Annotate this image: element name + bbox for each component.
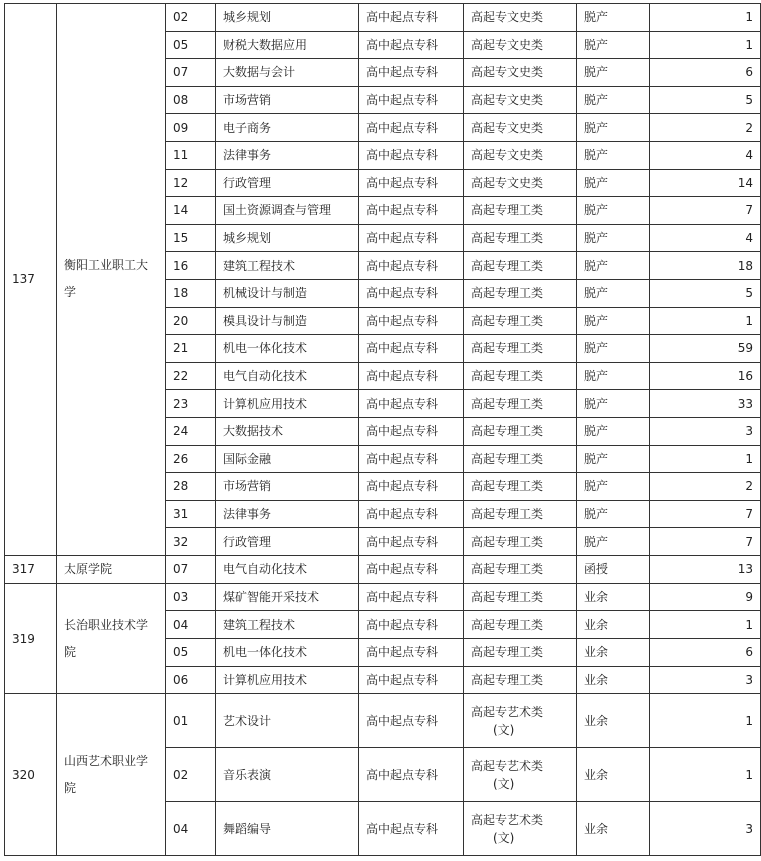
- exam-category-line1: 高起专艺术类: [471, 812, 544, 827]
- study-level: 高中起点专科: [359, 528, 464, 556]
- major-name: 城乡规划: [216, 224, 359, 252]
- plan-count: 1: [650, 307, 761, 335]
- major-name: 行政管理: [216, 528, 359, 556]
- exam-category: 高起专理工类: [464, 224, 577, 252]
- table-body: [5, 4, 761, 856]
- exam-category: 高起专理工类: [464, 279, 577, 307]
- study-mode: 业余: [577, 694, 650, 748]
- study-level: 高中起点专科: [359, 59, 464, 87]
- major-code: 04: [166, 611, 216, 639]
- study-mode: 脱产: [577, 31, 650, 59]
- major-code: 03: [166, 583, 216, 611]
- exam-category: 高起专文史类: [464, 114, 577, 142]
- study-mode: 业余: [577, 802, 650, 856]
- major-code: 18: [166, 279, 216, 307]
- study-mode: 脱产: [577, 224, 650, 252]
- institution-name: [57, 4, 166, 556]
- study-level: 高中起点专科: [359, 666, 464, 694]
- table-row: [5, 583, 761, 611]
- major-name: 机械设计与制造: [216, 279, 359, 307]
- major-name: 模具设计与制造: [216, 307, 359, 335]
- plan-count: 7: [650, 500, 761, 528]
- enrollment-plan-table: [4, 3, 761, 856]
- major-code: 08: [166, 86, 216, 114]
- study-level: 高中起点专科: [359, 802, 464, 856]
- major-code: 07: [166, 59, 216, 87]
- plan-count: 1: [650, 611, 761, 639]
- study-mode: 业余: [577, 666, 650, 694]
- study-level: 高中起点专科: [359, 555, 464, 583]
- plan-count: 9: [650, 583, 761, 611]
- study-mode: 业余: [577, 611, 650, 639]
- major-code: 01: [166, 694, 216, 748]
- study-level: 高中起点专科: [359, 197, 464, 225]
- study-mode: 脱产: [577, 335, 650, 363]
- plan-count: 13: [650, 555, 761, 583]
- major-code: 05: [166, 639, 216, 667]
- exam-category: 高起专理工类: [464, 473, 577, 501]
- plan-count: 3: [650, 802, 761, 856]
- major-code: 02: [166, 4, 216, 32]
- plan-count: 4: [650, 224, 761, 252]
- institution-name-line1: 山西艺术职业学: [64, 753, 149, 768]
- exam-category: 高起专理工类: [464, 639, 577, 667]
- study-mode: 脱产: [577, 114, 650, 142]
- plan-count: 5: [650, 279, 761, 307]
- major-name: 机电一体化技术: [216, 335, 359, 363]
- major-code: 11: [166, 141, 216, 169]
- plan-count: 7: [650, 197, 761, 225]
- study-level: 高中起点专科: [359, 694, 464, 748]
- study-mode: 脱产: [577, 86, 650, 114]
- major-name: 音乐表演: [216, 748, 359, 802]
- study-mode: 脱产: [577, 169, 650, 197]
- major-name: 煤矿智能开采技术: [216, 583, 359, 611]
- study-level: 高中起点专科: [359, 748, 464, 802]
- major-name: 建筑工程技术: [216, 252, 359, 280]
- study-level: 高中起点专科: [359, 307, 464, 335]
- major-name: 国际金融: [216, 445, 359, 473]
- major-code: 14: [166, 197, 216, 225]
- major-code: 06: [166, 666, 216, 694]
- major-code: 12: [166, 169, 216, 197]
- major-code: 22: [166, 362, 216, 390]
- study-level: 高中起点专科: [359, 583, 464, 611]
- exam-category: 高起专理工类: [464, 362, 577, 390]
- exam-category: 高起专理工类: [464, 611, 577, 639]
- major-name: 大数据技术: [216, 417, 359, 445]
- major-code: 28: [166, 473, 216, 501]
- institution-name-line2: 院: [64, 780, 77, 795]
- plan-count: 2: [650, 114, 761, 142]
- institution-name-line2: 院: [64, 644, 77, 659]
- exam-category: [464, 748, 577, 802]
- plan-count: 18: [650, 252, 761, 280]
- major-code: 15: [166, 224, 216, 252]
- institution-name-line1: 衡阳工业职工大: [64, 258, 149, 273]
- study-mode: 函授: [577, 555, 650, 583]
- study-level: 高中起点专科: [359, 279, 464, 307]
- plan-count: 14: [650, 169, 761, 197]
- study-level: 高中起点专科: [359, 141, 464, 169]
- exam-category-line1: 高起专艺术类: [471, 758, 544, 773]
- study-mode: 脱产: [577, 528, 650, 556]
- major-name: 舞蹈编导: [216, 802, 359, 856]
- study-level: 高中起点专科: [359, 611, 464, 639]
- study-mode: 脱产: [577, 279, 650, 307]
- institution-name-line2: 学: [64, 285, 77, 300]
- major-code: 09: [166, 114, 216, 142]
- major-name: 电子商务: [216, 114, 359, 142]
- major-code: 04: [166, 802, 216, 856]
- plan-count: 1: [650, 4, 761, 32]
- major-name: 电气自动化技术: [216, 362, 359, 390]
- exam-category: 高起专文史类: [464, 169, 577, 197]
- study-level: 高中起点专科: [359, 390, 464, 418]
- study-mode: 脱产: [577, 445, 650, 473]
- plan-count: 2: [650, 473, 761, 501]
- major-name: 计算机应用技术: [216, 666, 359, 694]
- plan-count: 5: [650, 86, 761, 114]
- major-code: 02: [166, 748, 216, 802]
- exam-category: 高起专理工类: [464, 583, 577, 611]
- exam-category-line2: (文): [493, 776, 515, 791]
- exam-category: [464, 802, 577, 856]
- study-level: 高中起点专科: [359, 500, 464, 528]
- exam-category: 高起专文史类: [464, 86, 577, 114]
- major-name: 国土资源调查与管理: [216, 197, 359, 225]
- plan-count: 1: [650, 31, 761, 59]
- exam-category: 高起专理工类: [464, 500, 577, 528]
- study-level: 高中起点专科: [359, 4, 464, 32]
- study-level: 高中起点专科: [359, 31, 464, 59]
- exam-category: 高起专理工类: [464, 445, 577, 473]
- major-name: 市场营销: [216, 473, 359, 501]
- major-name: 机电一体化技术: [216, 639, 359, 667]
- exam-category-line2: (文): [493, 830, 515, 845]
- study-level: 高中起点专科: [359, 114, 464, 142]
- study-level: 高中起点专科: [359, 417, 464, 445]
- exam-category: 高起专理工类: [464, 666, 577, 694]
- plan-count: 7: [650, 528, 761, 556]
- table-row: [5, 4, 761, 32]
- major-code: 07: [166, 555, 216, 583]
- major-code: 31: [166, 500, 216, 528]
- study-level: 高中起点专科: [359, 252, 464, 280]
- study-level: 高中起点专科: [359, 224, 464, 252]
- major-code: 23: [166, 390, 216, 418]
- study-mode: 脱产: [577, 390, 650, 418]
- major-name: 大数据与会计: [216, 59, 359, 87]
- study-mode: 脱产: [577, 307, 650, 335]
- major-name: 财税大数据应用: [216, 31, 359, 59]
- major-name: 法律事务: [216, 141, 359, 169]
- major-code: 20: [166, 307, 216, 335]
- exam-category: 高起专理工类: [464, 307, 577, 335]
- institution-code: 317: [5, 555, 57, 583]
- exam-category: 高起专理工类: [464, 390, 577, 418]
- study-level: 高中起点专科: [359, 639, 464, 667]
- major-name: 计算机应用技术: [216, 390, 359, 418]
- major-code: 26: [166, 445, 216, 473]
- study-mode: 脱产: [577, 59, 650, 87]
- study-mode: 业余: [577, 639, 650, 667]
- study-level: 高中起点专科: [359, 445, 464, 473]
- plan-count: 33: [650, 390, 761, 418]
- plan-count: 3: [650, 666, 761, 694]
- table-row: [5, 694, 761, 748]
- exam-category: 高起专理工类: [464, 417, 577, 445]
- study-level: 高中起点专科: [359, 335, 464, 363]
- study-mode: 业余: [577, 748, 650, 802]
- institution-code: 319: [5, 583, 57, 693]
- major-code: 21: [166, 335, 216, 363]
- major-code: 16: [166, 252, 216, 280]
- plan-count: 3: [650, 417, 761, 445]
- study-mode: 脱产: [577, 141, 650, 169]
- study-mode: 脱产: [577, 473, 650, 501]
- plan-count: 6: [650, 639, 761, 667]
- study-mode: 脱产: [577, 362, 650, 390]
- plan-count: 4: [650, 141, 761, 169]
- major-name: 城乡规划: [216, 4, 359, 32]
- study-mode: 脱产: [577, 197, 650, 225]
- exam-category: 高起专理工类: [464, 555, 577, 583]
- major-code: 05: [166, 31, 216, 59]
- institution-name-line1: 太原学院: [64, 561, 113, 576]
- study-level: 高中起点专科: [359, 86, 464, 114]
- exam-category: 高起专理工类: [464, 335, 577, 363]
- institution-code: 137: [5, 4, 57, 556]
- study-mode: 脱产: [577, 417, 650, 445]
- institution-code: 320: [5, 694, 57, 856]
- plan-count: 16: [650, 362, 761, 390]
- exam-category: 高起专文史类: [464, 59, 577, 87]
- plan-count: 1: [650, 748, 761, 802]
- exam-category: 高起专文史类: [464, 141, 577, 169]
- study-level: 高中起点专科: [359, 473, 464, 501]
- study-mode: 脱产: [577, 500, 650, 528]
- exam-category: 高起专文史类: [464, 31, 577, 59]
- study-mode: 脱产: [577, 4, 650, 32]
- institution-name: [57, 694, 166, 856]
- study-level: 高中起点专科: [359, 362, 464, 390]
- major-name: 建筑工程技术: [216, 611, 359, 639]
- exam-category-line2: (文): [493, 722, 515, 737]
- exam-category-line1: 高起专艺术类: [471, 704, 544, 719]
- study-mode: 脱产: [577, 252, 650, 280]
- major-name: 行政管理: [216, 169, 359, 197]
- plan-count: 1: [650, 694, 761, 748]
- table-row: [5, 555, 761, 583]
- major-code: 24: [166, 417, 216, 445]
- plan-count: 59: [650, 335, 761, 363]
- exam-category: 高起专理工类: [464, 197, 577, 225]
- institution-name: [57, 583, 166, 693]
- major-name: 电气自动化技术: [216, 555, 359, 583]
- major-code: 32: [166, 528, 216, 556]
- exam-category: 高起专理工类: [464, 252, 577, 280]
- plan-count: 6: [650, 59, 761, 87]
- major-name: 艺术设计: [216, 694, 359, 748]
- institution-name-line1: 长治职业技术学: [64, 617, 149, 632]
- major-name: 市场营销: [216, 86, 359, 114]
- institution-name: [57, 555, 166, 583]
- study-level: 高中起点专科: [359, 169, 464, 197]
- exam-category: 高起专文史类: [464, 4, 577, 32]
- exam-category: 高起专理工类: [464, 528, 577, 556]
- exam-category: [464, 694, 577, 748]
- study-mode: 业余: [577, 583, 650, 611]
- major-name: 法律事务: [216, 500, 359, 528]
- plan-count: 1: [650, 445, 761, 473]
